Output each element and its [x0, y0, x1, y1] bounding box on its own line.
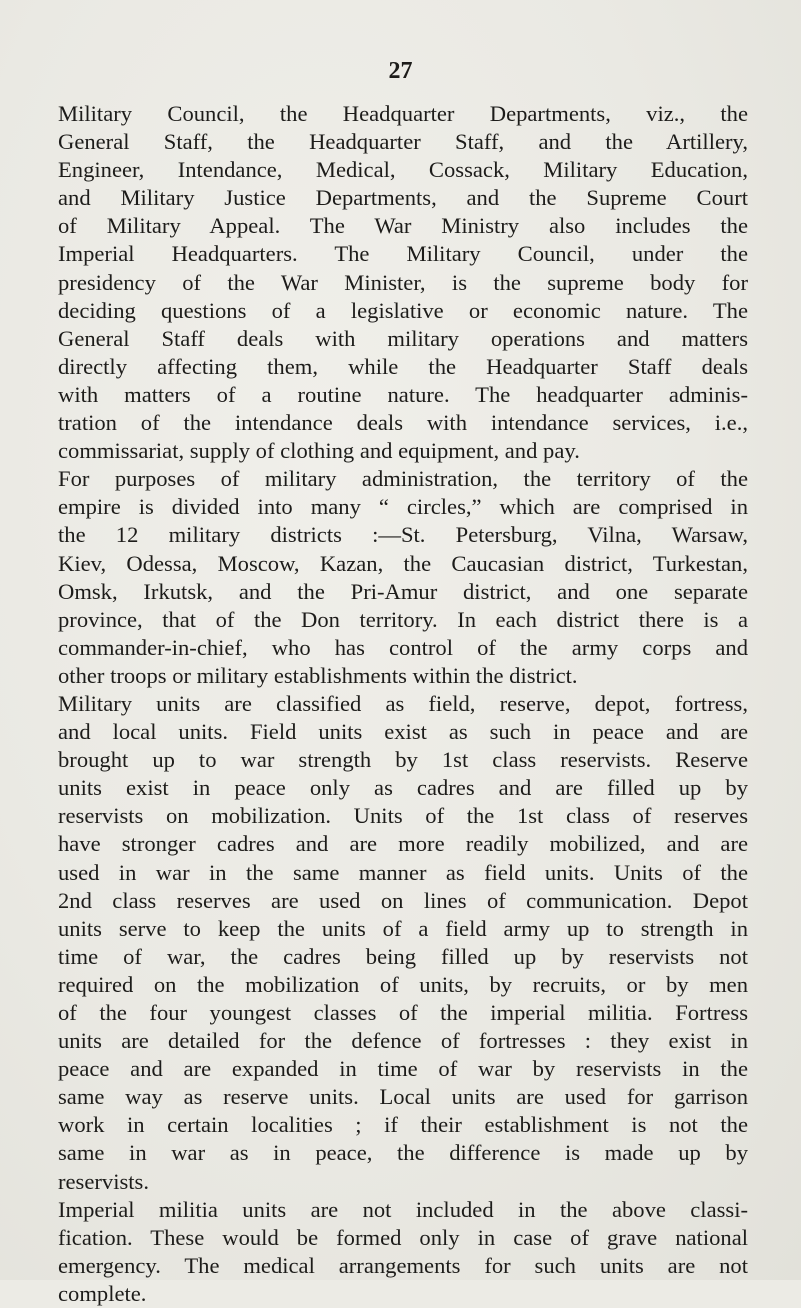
text-line: other troops or military establishments within the district. — [58, 662, 578, 688]
text-line: same way as reserve units. Local units are used for garrison — [58, 1084, 748, 1110]
text-line: brought up to war strength by 1st class reservists. Reserve — [58, 747, 748, 773]
text-line: directly affecting them, while the Headquarter Staff deals — [58, 353, 748, 379]
text-line: and Military Justice Departments, and the Supreme Court — [58, 185, 748, 211]
text-line: used in war in the same manner as field units. Units of the — [58, 859, 748, 885]
text-line: work in certain localities ; if their establishment is not the — [58, 1112, 748, 1138]
text-line: Engineer, Intendance, Medical, Cossack, Military Education, — [58, 157, 748, 183]
text-line: Omsk, Irkutsk, and the Pri-Amur district, and one separate — [58, 578, 748, 604]
text-line: complete. — [58, 1280, 147, 1306]
text-line: province, that of the Don territory. In each district there is a — [58, 606, 748, 632]
text-line: presidency of the War Minister, is the supreme body for — [58, 269, 748, 295]
text-line: of Military Appeal. The War Ministry also includes the — [58, 213, 748, 239]
text-line: General Staff deals with military operations and matters — [58, 325, 748, 351]
text-line: reservists. — [58, 1168, 149, 1194]
text-line: units exist in peace only as cadres and are filled up by — [58, 775, 748, 801]
text-line: same in war as in peace, the difference is made up by — [58, 1140, 748, 1166]
text-line: General Staff, the Headquarter Staff, and the Artillery, — [58, 129, 748, 155]
text-line: fication. These would be formed only in case of grave national — [58, 1224, 748, 1250]
text-line: empire is divided into many “ circles,” which are comprised in — [58, 494, 748, 520]
text-line: tration of the intendance deals with intendance services, i.e., — [58, 410, 748, 436]
text-line: deciding questions of a legislative or economic nature. The — [58, 297, 748, 323]
text-line: time of war, the cadres being filled up by reservists not — [58, 943, 748, 969]
text-line: and local units. Field units exist as such in peace and are — [58, 719, 748, 745]
text-line: commander-in-chief, who has control of the army corps and — [58, 634, 748, 660]
text-line: Military Council, the Headquarter Departments, viz., the — [58, 101, 748, 126]
text-line: the 12 military districts :—St. Petersburg, Vilna, Warsaw, — [58, 522, 748, 548]
text-line: required on the mobilization of units, by recruits, or by men — [58, 971, 748, 997]
text-line: units are detailed for the defence of fortresses : they exist in — [58, 1028, 748, 1054]
text-line: 2nd class reserves are used on lines of communication. Depot — [58, 887, 748, 913]
text-line: Military units are classified as field, reserve, depot, fortress, — [58, 690, 748, 716]
text-line: peace and are expanded in time of war by reservists in the — [58, 1056, 748, 1082]
text-line: have stronger cadres and are more readily mobilized, and are — [58, 831, 748, 857]
body-text — [58, 100, 748, 1308]
text-line: emergency. The medical arrangements for such units are not — [58, 1252, 748, 1278]
text-line: reservists on mobilization. Units of the 1st class of reserves — [58, 803, 748, 829]
text-line: of the four youngest classes of the imperial militia. Fortress — [58, 1000, 748, 1025]
text-line: Imperial militia units are not included in the above classi- — [58, 1196, 748, 1222]
text-line: Kiev, Odessa, Moscow, Kazan, the Caucasian district, Turkestan, — [58, 550, 748, 576]
text-line: For purposes of military administration, the territory of the — [58, 466, 748, 492]
text-line: Imperial Headquarters. The Military Council, under the — [58, 241, 748, 267]
text-line: units serve to keep the units of a field army up to strength in — [58, 915, 748, 941]
text-line: commissariat, supply of clothing and equipment, and pay. — [58, 438, 580, 464]
text-line: with matters of a routine nature. The headquarter adminis- — [58, 381, 748, 407]
page-number: 27 — [388, 58, 413, 84]
